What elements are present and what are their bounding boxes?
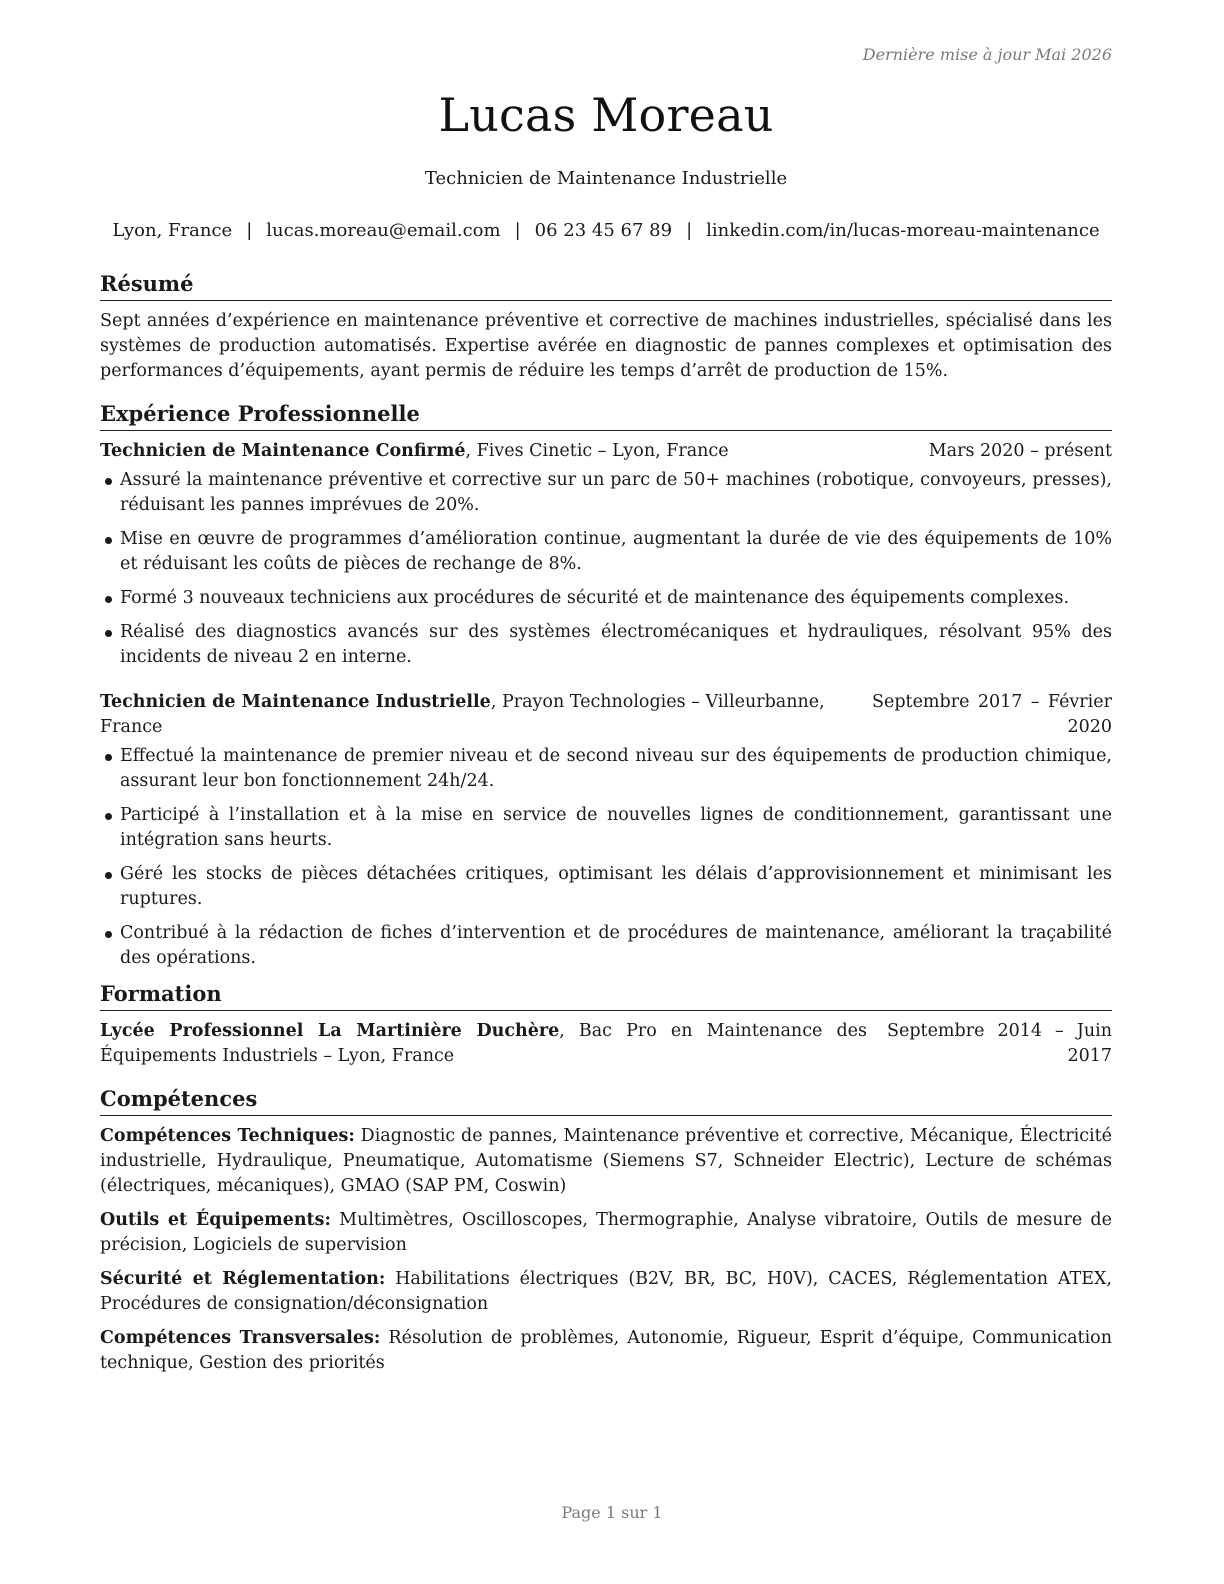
job-bullet: Géré les stocks de pièces détachées critiques, optimisant les délais d’approvisionnement et minimisant les ruptures. (100, 862, 1112, 912)
experience-title: Expérience Professionnelle (100, 400, 1112, 431)
job-role: Technicien de Maintenance Confirmé (100, 441, 466, 461)
contact-line (100, 220, 1112, 241)
job-bullet: Réalisé des diagnostics avancés sur des systèmes électromécaniques et hydrauliques, résolvant 95% des incidents de niveau 2 en interne. (100, 620, 1112, 670)
job-bullets (100, 744, 1112, 971)
summary-title: Résumé (100, 270, 1112, 301)
job-header (100, 439, 1112, 464)
job-company: , Prayon Technologies – Villeurbanne, France (100, 692, 825, 737)
skill-group (100, 1124, 1112, 1199)
job-bullet: Assuré la maintenance préventive et corrective sur un parc de 50+ machines (robotique, convoyeurs, presses), réduisant les pannes imprévues de 20%. (100, 468, 1112, 518)
contact-separator: | (514, 220, 521, 241)
education-dates: Septembre 2014 – Juin 2017 (887, 1021, 1112, 1066)
education-entry (100, 1019, 1112, 1069)
resume-content (100, 270, 1112, 1385)
job-role: Technicien de Maintenance Industrielle (100, 692, 491, 712)
skill-group-label: Sécurité et Réglementation: (100, 1269, 386, 1289)
job-bullet: Contribué à la rédaction de fiches d’intervention et de procédures de maintenance, améliorant la traçabilité des opérations. (100, 921, 1112, 971)
skill-group-label: Compétences Techniques: (100, 1126, 355, 1146)
job-entry (100, 439, 1112, 670)
skills-section (100, 1085, 1112, 1376)
skills-title: Compétences (100, 1085, 1112, 1116)
education-detail: , Bac Pro en Maintenance des Équipements Industriels – Lyon, France (100, 1021, 867, 1066)
contact-location: Lyon, France (112, 220, 233, 241)
candidate-name: Lucas Moreau (438, 88, 774, 142)
job-bullets (100, 468, 1112, 670)
last-updated: Dernière mise à jour Mai 2026 (862, 45, 1112, 64)
job-bullet: Mise en œuvre de programmes d’amélioration continue, augmentant la durée de vie des équipements de 10% et réduisant les coûts de pièces de rechange de 8%. (100, 527, 1112, 577)
skill-group-text: Diagnostic de pannes, Maintenance préventive et corrective, Mécanique, Électricité industrielle, Hydraulique, Pneumatique, Automatisme (Siemens S7, Schneider Electric), Lecture de schémas (électriques, mécaniques), GMAO (SAP PM, Coswin) (100, 1126, 1113, 1196)
job-entry (100, 690, 1112, 971)
page-number: Page 1 sur 1 (561, 1503, 663, 1522)
skill-group-text: Résolution de problèmes, Autonomie, Rigueur, Esprit d’équipe, Communication technique, Gestion des priorités (100, 1328, 1112, 1373)
skill-group-label: Outils et Équipements: (100, 1210, 331, 1230)
contact-email[interactable]: lucas.moreau@email.com (266, 220, 501, 241)
job-header (100, 690, 1112, 740)
contact-separator: | (246, 220, 253, 241)
job-bullet: Effectué la maintenance de premier niveau et de second niveau sur des équipements de production chimique, assurant leur bon fonctionnement 24h/24. (100, 744, 1112, 794)
skill-group-label: Compétences Transversales: (100, 1328, 381, 1348)
job-dates: Mars 2020 – présent (928, 441, 1112, 461)
job-dates: Septembre 2017 – Février 2020 (872, 692, 1112, 737)
contact-phone: 06 23 45 67 89 (534, 220, 673, 241)
skill-group-text: Multimètres, Oscilloscopes, Thermographie, Analyse vibratoire, Outils de mesure de précision, Logiciels de supervision (100, 1210, 1112, 1255)
skill-group (100, 1208, 1112, 1258)
education-section (100, 980, 1112, 1069)
skill-group (100, 1267, 1112, 1317)
job-bullet: Participé à l’installation et à la mise en service de nouvelles lignes de conditionnement, garantissant une intégration sans heurts. (100, 803, 1112, 853)
experience-section (100, 400, 1112, 971)
job-bullet: Formé 3 nouveaux techniciens aux procédures de sécurité et de maintenance des équipements complexes. (100, 586, 1112, 611)
candidate-headline: Technicien de Maintenance Industrielle (424, 168, 788, 189)
skill-group-text: Habilitations électriques (B2V, BR, BC, H0V), CACES, Réglementation ATEX, Procédures de consignation/déconsignation (100, 1269, 1112, 1314)
education-school: Lycée Professionnel La Martinière Duchère (100, 1021, 560, 1041)
summary-section (100, 270, 1112, 384)
skill-group (100, 1326, 1112, 1376)
contact-linkedin[interactable]: linkedin.com/in/lucas-moreau-maintenance (706, 220, 1100, 241)
summary-text: Sept années d’expérience en maintenance préventive et corrective de machines industrielles, spécialisé dans les systèmes de production automatisés. Expertise avérée en diagnostic de pannes complexes et optimisation des performances d’équipements, ayant permis de réduire les temps d’arrêt de production de 15%. (100, 311, 1112, 381)
education-title: Formation (100, 980, 1112, 1011)
job-company: , Fives Cinetic – Lyon, France (465, 441, 729, 461)
contact-separator: | (686, 220, 693, 241)
